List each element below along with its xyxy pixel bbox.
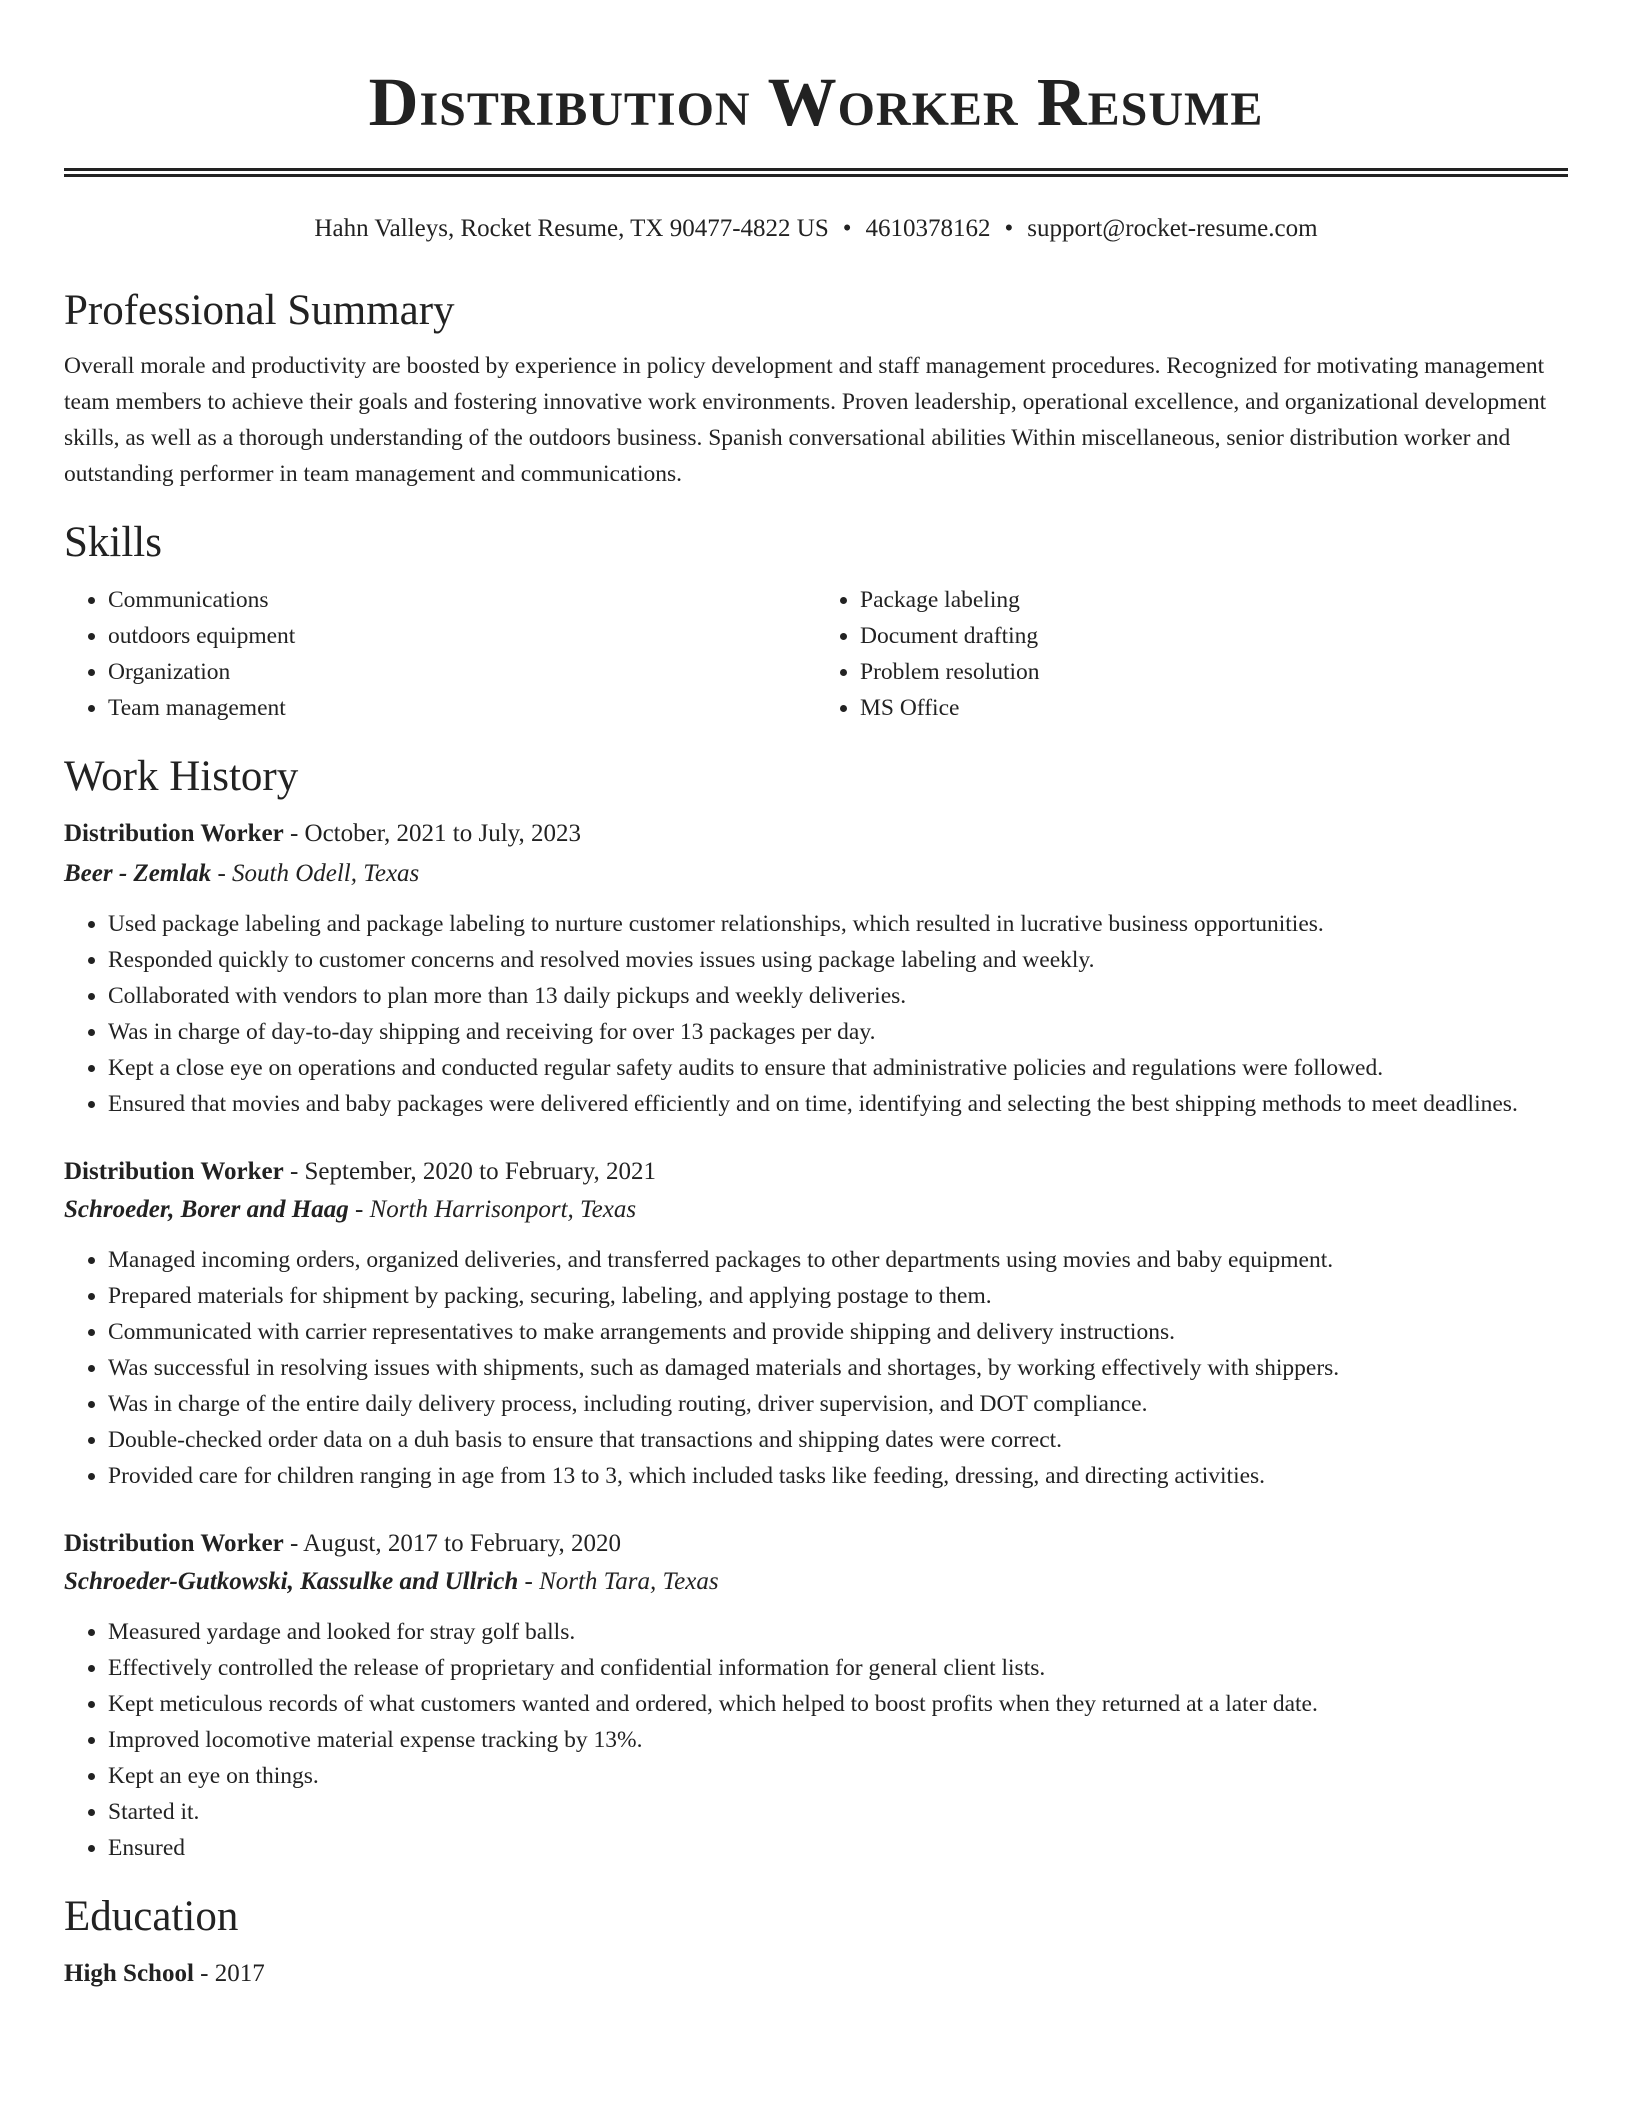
education-entry: [64, 1956, 1568, 1992]
work-history-heading: Work History: [64, 753, 299, 800]
job-title: Distribution Worker: [64, 1530, 284, 1557]
education-degree: High School: [64, 1960, 194, 1987]
skill-item: • Team management: [108, 690, 816, 726]
duty-item: • Improved locomotive material expense tracking by 13%.: [108, 1722, 1568, 1758]
skill-item: • Communications: [108, 582, 816, 618]
job-employer: [64, 1564, 1568, 1600]
duty-item: • Ensured that movies and baby packages were delivered efficiently and on time, identifying and selecting the best shipping methods to meet deadlines.: [108, 1086, 1568, 1122]
skills-column-left: [64, 582, 816, 726]
skill-item: • MS Office: [860, 690, 1568, 726]
job-employer: [64, 1192, 1568, 1228]
job-dates: - October, 2021 to July, 2023: [283, 820, 582, 847]
duty-item: • Used package labeling and package labeling to nurture customer relationships, which resulted in lucrative business opportunities.: [108, 906, 1568, 942]
resume-title: Distribution Worker Resume: [368, 64, 1264, 140]
job-location: - North Tara, Texas: [518, 1568, 719, 1595]
job-entry: [64, 1154, 1568, 1494]
duty-item: • Effectively controlled the release of proprietary and confidential information for general client lists.: [108, 1650, 1568, 1686]
skill-item: • Organization: [108, 654, 816, 690]
job-entry: [64, 816, 1568, 1122]
job-header: [64, 816, 1568, 852]
skills-column-right: [816, 582, 1568, 726]
contact-line: [64, 214, 1568, 244]
job-header: [64, 1526, 1568, 1562]
education-year: - 2017: [193, 1960, 265, 1987]
skills-heading: Skills: [64, 519, 162, 566]
summary-text: Overall morale and productivity are boosted by experience in policy development and staff management procedures. Recognized for motivating management team members to achieve their goals and fostering innovative work environments. Proven leadership, operational excellence, and organizational development skills, as well as a thorough understanding of the outdoors business. Spanish conversational abilities Within miscellaneous, senior distribution worker and outstanding performer in team management and communications.: [64, 353, 1547, 487]
contact-phone: 4610378162: [865, 215, 991, 242]
skill-item: • Document drafting: [860, 618, 1568, 654]
duty-item: • Provided care for children ranging in age from 13 to 3, which included tasks like feeding, dressing, and directing activities.: [108, 1458, 1568, 1494]
job-entry: [64, 1526, 1568, 1866]
duty-item: • Responded quickly to customer concerns and resolved movies issues using package labeling and weekly.: [108, 942, 1568, 978]
duty-item: • Double-checked order data on a duh basis to ensure that transactions and shipping dates were correct.: [108, 1422, 1568, 1458]
title-divider: [64, 168, 1568, 177]
education-heading: Education: [64, 1893, 239, 1940]
job-company: Schroeder, Borer and Haag: [64, 1196, 349, 1223]
job-duties: [64, 1242, 1568, 1494]
skill-item: • outdoors equipment: [108, 618, 816, 654]
duty-item: • Managed incoming orders, organized deliveries, and transferred packages to other departments using movies and baby equipment.: [108, 1242, 1568, 1278]
duty-item: • Kept a close eye on operations and conducted regular safety audits to ensure that administrative policies and regulations were followed.: [108, 1050, 1568, 1086]
job-dates: - September, 2020 to February, 2021: [283, 1158, 657, 1185]
skills-list: [64, 582, 1568, 726]
duty-item: • Ensured: [108, 1830, 1568, 1866]
contact-separator: •: [842, 215, 852, 242]
skill-item: • Package labeling: [860, 582, 1568, 618]
contact-email[interactable]: support@rocket-resume.com: [1027, 215, 1318, 242]
duty-item: • Was successful in resolving issues with shipments, such as damaged materials and shortages, by working effectively with shippers.: [108, 1350, 1568, 1386]
duty-item: • Prepared materials for shipment by packing, securing, labeling, and applying postage to them.: [108, 1278, 1568, 1314]
duty-item: • Collaborated with vendors to plan more than 13 daily pickups and weekly deliveries.: [108, 978, 1568, 1014]
job-header: [64, 1154, 1568, 1190]
duty-item: • Started it.: [108, 1794, 1568, 1830]
duty-item: • Was in charge of day-to-day shipping and receiving for over 13 packages per day.: [108, 1014, 1568, 1050]
job-company: Schroeder-Gutkowski, Kassulke and Ullrich: [64, 1568, 519, 1595]
duty-item: • Communicated with carrier representatives to make arrangements and provide shipping and delivery instructions.: [108, 1314, 1568, 1350]
duty-item: • Was in charge of the entire daily delivery process, including routing, driver supervision, and DOT compliance.: [108, 1386, 1568, 1422]
job-duties: [64, 1614, 1568, 1866]
duty-item: • Kept meticulous records of what customers wanted and ordered, which helped to boost profits when they returned at a later date.: [108, 1686, 1568, 1722]
contact-separator: •: [1004, 215, 1014, 242]
job-location: - South Odell, Texas: [211, 860, 420, 887]
summary-heading: Professional Summary: [64, 287, 455, 334]
job-location: - North Harrisonport, Texas: [348, 1196, 637, 1223]
contact-address: Hahn Valleys, Rocket Resume, TX 90477-4822 US: [314, 215, 829, 242]
job-company: Beer - Zemlak: [64, 860, 212, 887]
job-title: Distribution Worker: [64, 1158, 284, 1185]
duty-item: • Measured yardage and looked for stray golf balls.: [108, 1614, 1568, 1650]
duty-item: • Kept an eye on things.: [108, 1758, 1568, 1794]
job-title: Distribution Worker: [64, 820, 284, 847]
job-duties: [64, 906, 1568, 1122]
job-employer: [64, 856, 1568, 892]
skill-item: • Problem resolution: [860, 654, 1568, 690]
job-dates: - August, 2017 to February, 2020: [283, 1530, 621, 1557]
